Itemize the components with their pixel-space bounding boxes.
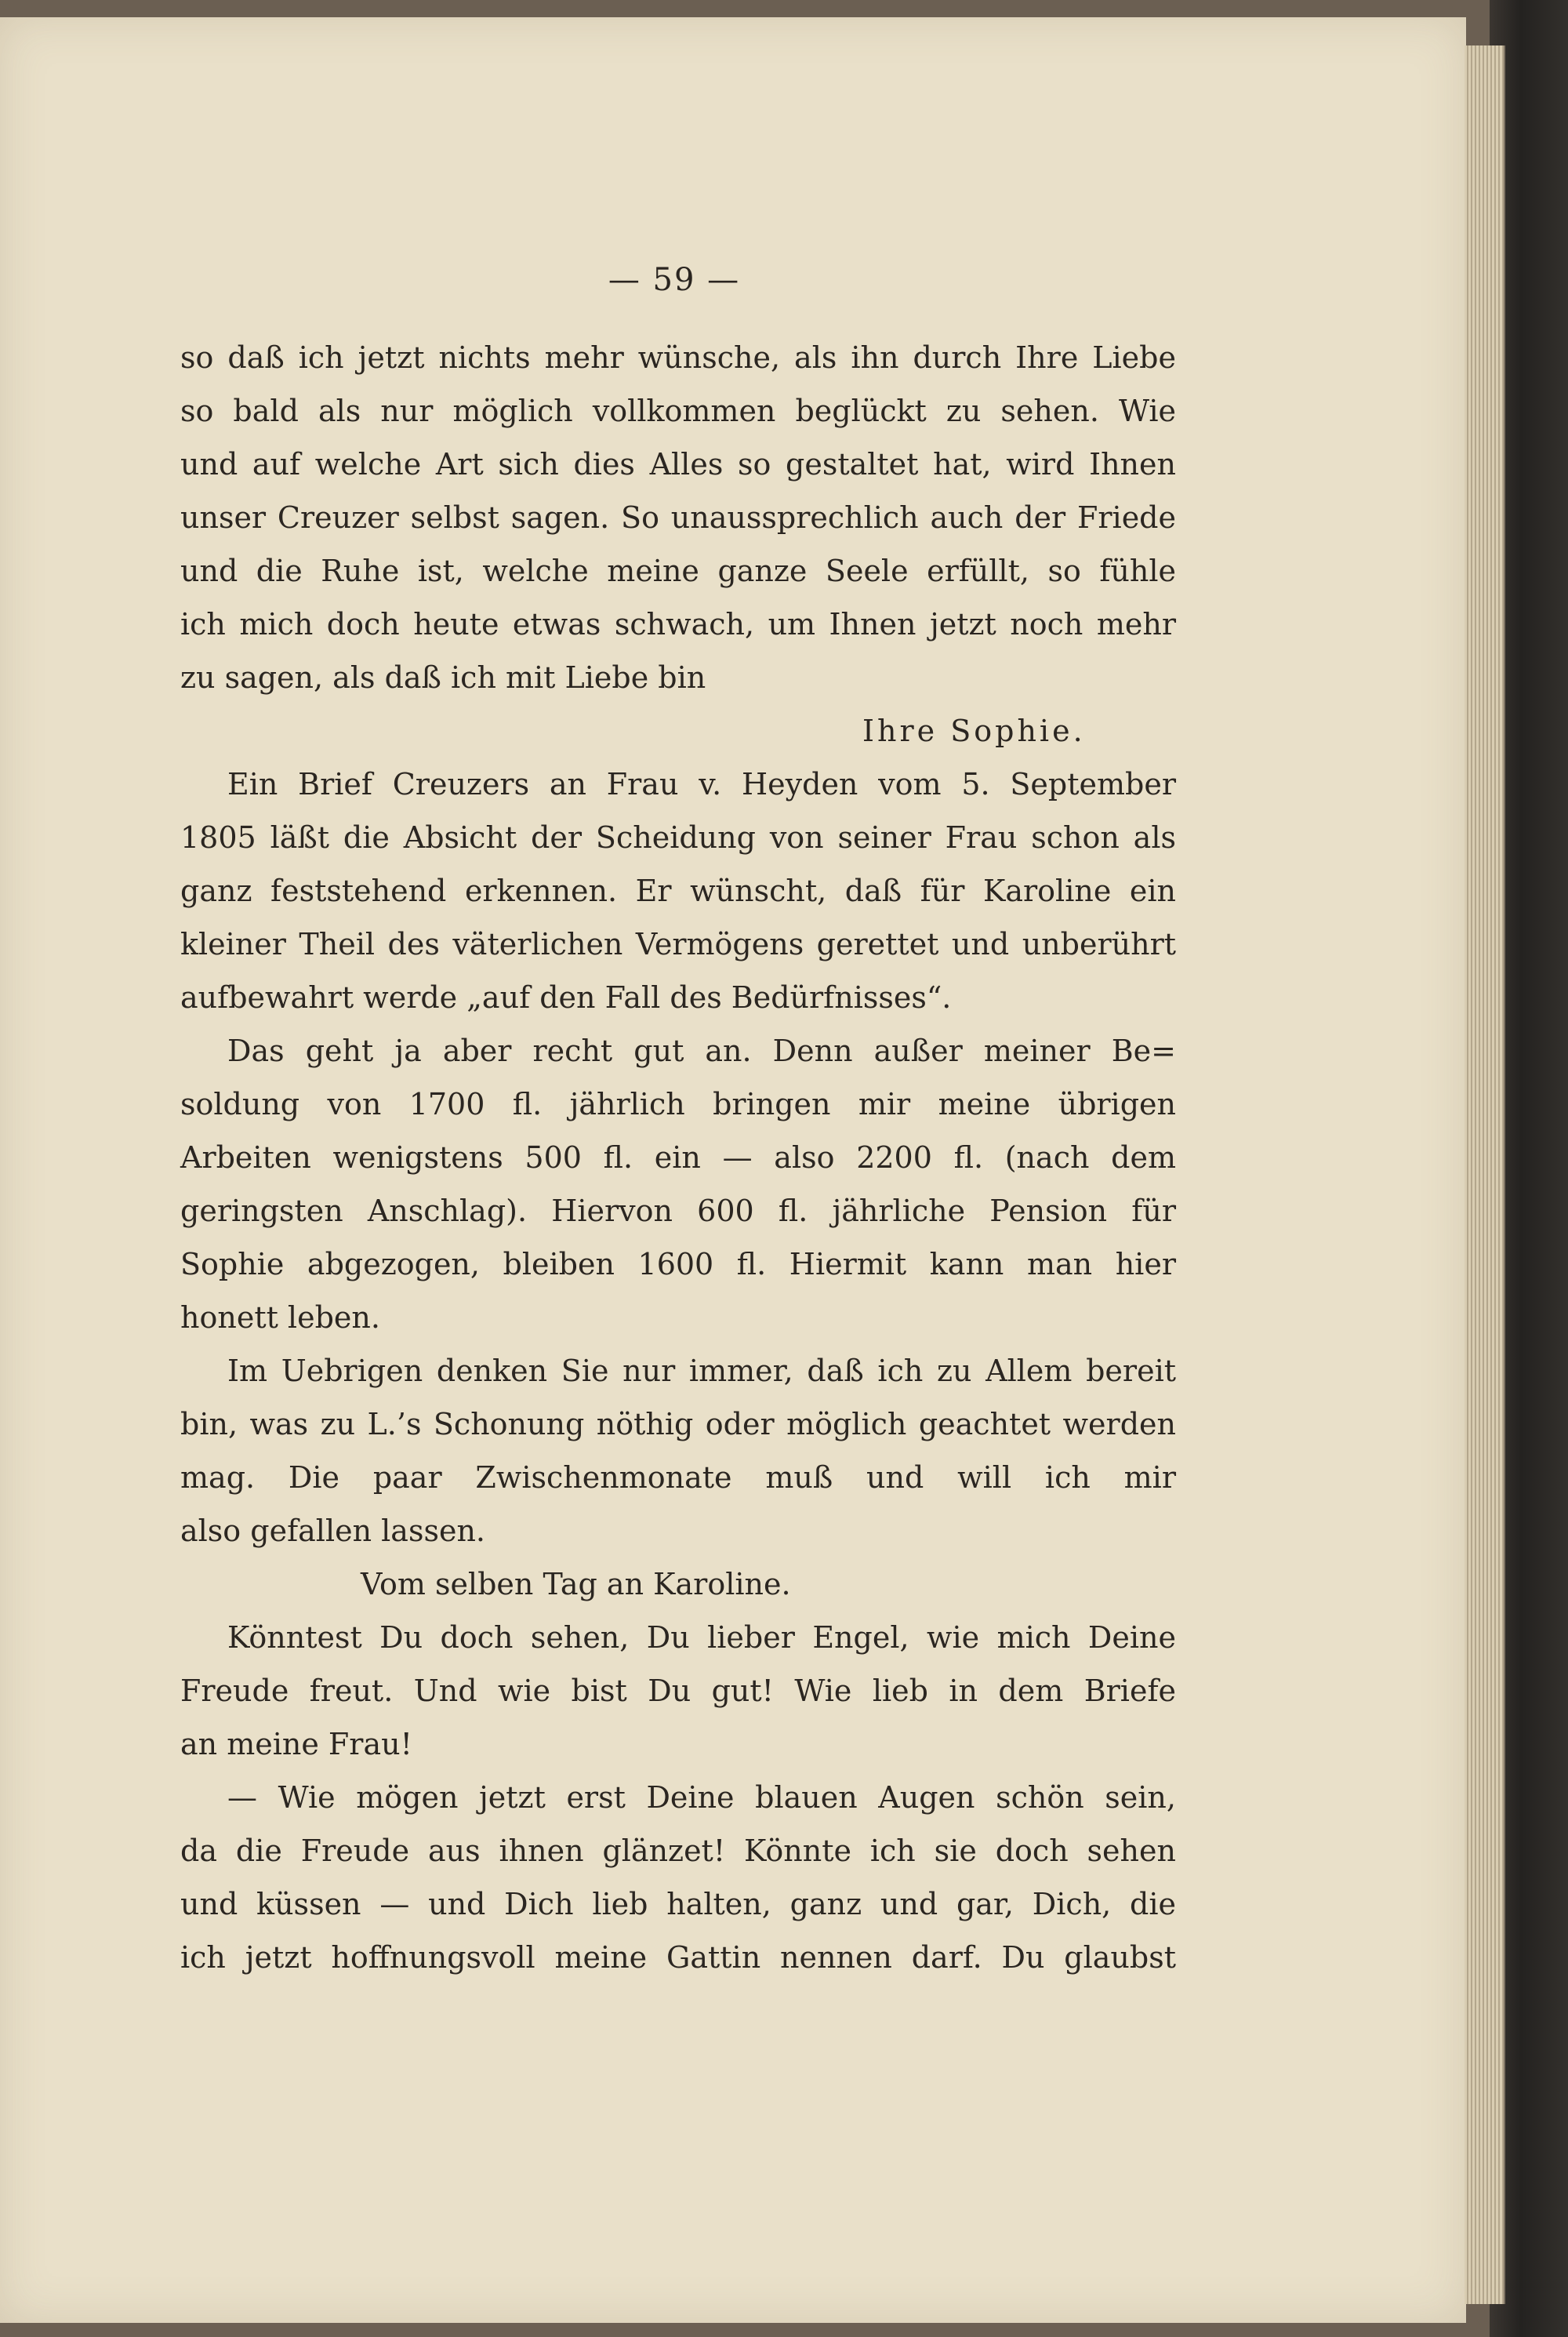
text-line: aufbewahrt werde „auf den Fall des Bedürfnisses“. xyxy=(180,980,952,1015)
book-page xyxy=(0,17,1466,2323)
letter-heading: Vom selben Tag an Karoline. xyxy=(361,1567,791,1601)
signature-line: Ihre Sophie. xyxy=(862,714,1086,748)
text-line: zu sagen, als daß ich mit Liebe bin xyxy=(180,660,706,695)
text-line: unser Creuzer selbst sagen. So unaussprechlich auch der Friede xyxy=(180,500,1176,535)
text-line: also gefallen lassen. xyxy=(180,1514,485,1548)
text-line: bin, was zu L.’s Schonung nöthig oder möglich geachtet werden xyxy=(180,1407,1176,1441)
text-line: Das geht ja aber recht gut an. Denn außer meiner Be= xyxy=(227,1034,1176,1068)
text-line: ganz feststehend erkennen. Er wünscht, daß für Karoline ein xyxy=(180,874,1176,908)
text-line: Sophie abgezogen, bleiben 1600 fl. Hiermit kann man hier xyxy=(180,1247,1176,1281)
text-line: Ein Brief Creuzers an Frau v. Heyden vom 5. September xyxy=(227,767,1176,801)
page-number: — 59 — xyxy=(608,262,741,298)
text-line: und küssen — und Dich lieb halten, ganz und gar, Dich, die xyxy=(180,1887,1176,1921)
text-line: — Wie mögen jetzt erst Deine blauen Augen schön sein, xyxy=(227,1780,1176,1815)
page-edges xyxy=(1465,45,1505,2304)
text-line: und die Ruhe ist, welche meine ganze Seele erfüllt, so fühle xyxy=(180,554,1176,588)
text-line: ich jetzt hoffnungsvoll meine Gattin nennen darf. Du glaubst xyxy=(180,1940,1176,1975)
text-line: mag. Die paar Zwischenmonate muß und will ich mir xyxy=(180,1460,1176,1495)
text-line: und auf welche Art sich dies Alles so gestaltet hat, wird Ihnen xyxy=(180,447,1176,482)
text-line: Freude freut. Und wie bist Du gut! Wie lieb in dem Briefe xyxy=(180,1674,1176,1708)
text-line: Im Uebrigen denken Sie nur immer, daß ich zu Allem bereit xyxy=(227,1354,1176,1388)
text-line: geringsten Anschlag). Hiervon 600 fl. jährliche Pension für xyxy=(180,1194,1176,1228)
text-line: soldung von 1700 fl. jährlich bringen mir meine übrigen xyxy=(180,1087,1176,1121)
body-text xyxy=(180,331,1176,1984)
text-line: so bald als nur möglich vollkommen beglückt zu sehen. Wie xyxy=(180,394,1176,428)
text-line: kleiner Theil des väterlichen Vermögens gerettet und unberührt xyxy=(180,927,1176,961)
text-line: an meine Frau! xyxy=(180,1727,412,1761)
text-line: Arbeiten wenigstens 500 fl. ein — also 2200 fl. (nach dem xyxy=(180,1140,1176,1175)
text-line: ich mich doch heute etwas schwach, um Ihnen jetzt noch mehr xyxy=(180,607,1176,641)
text-line: honett leben. xyxy=(180,1300,380,1335)
text-line: Könntest Du doch sehen, Du lieber Engel, wie mich Deine xyxy=(227,1620,1176,1655)
text-line: da die Freude aus ihnen glänzet! Könnte ich sie doch sehen xyxy=(180,1834,1176,1868)
text-line: 1805 läßt die Absicht der Scheidung von seiner Frau schon als xyxy=(180,820,1176,855)
text-line: so daß ich jetzt nichts mehr wünsche, als ihn durch Ihre Liebe xyxy=(180,340,1176,375)
